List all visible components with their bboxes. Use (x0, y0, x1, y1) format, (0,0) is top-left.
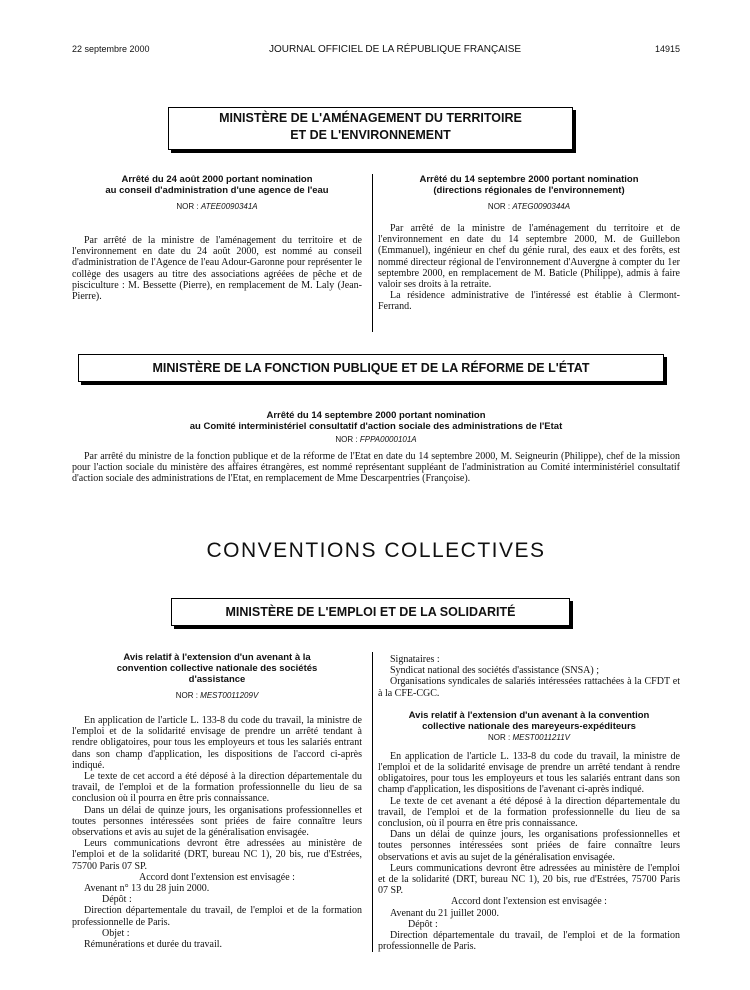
paragraph: Par arrêté de la ministre de l'aménagement du territoire et de l'environnement en date du 24 août 2000, est nommé au conseil d'administration de l'Agence de l'eau Adour-Garonne pour représenter le collège des usagers au titre des associations agréées de pêche et de pisciculture : M. Bessette (Pierre), en remplacement de M. Laly (Jean-Pierre). (72, 235, 362, 303)
ministry-title-amenagement (168, 107, 573, 150)
header-page-number: 14915 (654, 44, 680, 54)
article-title-line3: d'assistance (188, 674, 246, 685)
paragraph: Le texte de cet avenant a été déposé à la direction départementale du travail, de l'emploi et de la formation professionnelle du lieu de sa conclusion, où il pourra en être pris connaissance. (378, 795, 680, 830)
article-title (378, 174, 680, 196)
article-title-line1: Avis relatif à l'extension d'un avenant à la convention (408, 709, 650, 721)
nor-label: NOR : (176, 202, 199, 211)
article-title (72, 410, 680, 432)
article-title-line2: (directions régionales de l'environnement) (433, 185, 625, 196)
article-title-line2: collective nationale des mareyeurs-expéditeurs (422, 720, 636, 732)
paragraph: Direction départementale du travail, de l'emploi et de la formation professionnelle de Paris. (72, 905, 362, 928)
conventions-heading: CONVENTIONS COLLECTIVES (206, 539, 546, 562)
header-journal-title: JOURNAL OFFICIEL DE LA RÉPUBLIQUE FRANÇAISE (268, 44, 522, 55)
paragraph: Par arrêté du ministre de la fonction publique et de la réforme de l'Etat en date du 14 septembre 2000, M. Seigneurin (Philippe), chef de la mission pour l'action sociale du ministère des affaires étrangères, est nommé représentant suppléant de l'administration au Comité interministériel consultatif d'action sociale des administrations de l'Etat, en remplacement de Mme Descarpentries (Françoise). (72, 451, 680, 485)
article-body (72, 235, 362, 302)
article-title-line2: au conseil d'administration d'une agence de l'eau (105, 185, 329, 196)
nor-reference (72, 202, 362, 211)
paragraph: Signataires : (390, 654, 440, 665)
paragraph: Objet : (102, 927, 130, 939)
article-right-col3 (378, 654, 680, 952)
nor-code: ATEG0090344A (512, 202, 571, 211)
paragraph: Leurs communications devront être adressées au ministère de l'emploi et de la solidarité (DRT, bureau NC 1), 20 bis, rue d'Estrées, 75700 Paris 07 SP. (378, 862, 680, 897)
paragraph: En application de l'article L. 133-8 du code du travail, la ministre de l'emploi et de la solidarité envisage de prendre un arrêté tendant à rendre obligatoires, pour tous les employeurs et tous les salariés entrant dans son champ d'application, les dispositions de l'accord ci-après indiqué. (72, 715, 362, 771)
paragraph: Dépôt : (408, 918, 438, 930)
paragraph: Accord dont l'extension est envisagée : (451, 896, 607, 908)
paragraph: Leurs communications devront être adressées au ministère de l'emploi et de la solidarité (DRT, bureau NC 1), 20 bis, rue d'Estrées, 75700 Paris 07 SP. (72, 838, 362, 872)
article-title-line1: Arrêté du 24 août 2000 portant nomination (121, 174, 313, 185)
article-title-line2: convention collective nationale des sociétés (116, 663, 318, 674)
article-title (378, 710, 680, 732)
paragraph: Direction départementale du travail, de l'emploi et de la formation professionnelle de Paris. (378, 930, 680, 953)
ministry-title-text: MINISTÈRE DE L'EMPLOI ET DE LA SOLIDARITÉ (225, 605, 516, 619)
paragraph: Dans un délai de quinze jours, les organisations professionnelles et toutes personnes intéressées sont priées de faire connaître leurs observations et avis au sujet de la généralisation envisagée. (72, 804, 362, 839)
nor-reference (378, 202, 680, 211)
article-body (378, 751, 680, 953)
signatories-block (378, 654, 680, 699)
ministry-title-fonction-publique (78, 354, 664, 382)
nor-code: MEST0011211V (512, 732, 570, 742)
paragraph: La résidence administrative de l'intéressé est établie à Clermont-Ferrand. (378, 290, 680, 313)
paragraph: Rémunérations et durée du travail. (84, 939, 223, 951)
nor-label: NOR : (175, 691, 198, 700)
ministry-title-text: MINISTÈRE DE LA FONCTION PUBLIQUE ET DE LA RÉFORME DE L'ÉTAT (152, 361, 590, 375)
paragraph: Syndicat national des sociétés d'assistance (SNSA) ; (390, 665, 599, 677)
nor-reference (72, 435, 680, 444)
article-title-line1: Avis relatif à l'extension d'un avenant à la (123, 652, 311, 663)
paragraph: Dans un délai de quinze jours, les organisations professionnelles et toutes personnes intéressées sont priées de faire connaître leurs observations et avis au sujet de la généralisation envisagée. (378, 829, 680, 863)
article-right-col1 (378, 174, 680, 313)
nor-label: NOR : (335, 435, 358, 444)
paragraph: Dépôt : (102, 894, 132, 906)
paragraph: Avenant n° 13 du 28 juin 2000. (84, 883, 210, 895)
paragraph: Organisations syndicales de salariés intéressées rattachées à la CFDT et à la CFE-CGC. (378, 676, 680, 699)
article-left-col1 (72, 174, 362, 302)
nor-code: MEST0011209V (200, 691, 259, 700)
article-title (72, 174, 362, 196)
nor-code: FPPA0000101A (359, 435, 417, 444)
paragraph: Accord dont l'extension est envisagée : (139, 871, 295, 883)
paragraph: Par arrêté de la ministre de l'aménagement du territoire et de l'environnement en date du 14 septembre 2000, M. de Guillebon (Emmanuel), ingénieur en chef du génie rural, des eaux et des forêts, est nommé directeur régional de l'environnement d'Auvergne à compter du 1er septembre 2000, en remplacement de M. Baticle (Philippe), admis à faire valoir ses droits à la retraite. (378, 223, 680, 291)
paragraph: Le texte de cet accord a été déposé à la direction départementale du travail, de l'emploi et de la formation professionnelle du lieu de sa conclusion où il pourra en être pris connaissance. (72, 771, 362, 805)
nor-label: NOR : (487, 202, 511, 211)
ministry-title-line1: MINISTÈRE DE L'AMÉNAGEMENT DU TERRITOIRE (219, 111, 522, 125)
column-divider (372, 174, 373, 332)
article-title-line1: Arrêté du 14 septembre 2000 portant nomination (419, 174, 639, 185)
article-body (72, 451, 680, 485)
ministry-title-line2: ET DE L'ENVIRONNEMENT (290, 128, 451, 142)
paragraph: Avenant du 21 juillet 2000. (390, 907, 499, 919)
article-fonction-publique (72, 410, 680, 485)
nor-reference (378, 733, 680, 742)
nor-reference (72, 691, 362, 700)
article-title-line2: au Comité interministériel consultatif d'action sociale des administrations de l'Etat (189, 421, 563, 432)
article-title-line1: Arrêté du 14 septembre 2000 portant nomination (266, 410, 486, 421)
nor-code: ATEE0090341A (200, 202, 258, 211)
paragraph: En application de l'article L. 133-8 du code du travail, la ministre de l'emploi et de la solidarité envisage de prendre un arrêté tendant à rendre obligatoires, pour tous les employeurs et tous les salariés entrant dans son champ d'application, les dispositions de l'avenant ci-après indiqué. (378, 750, 680, 796)
article-body (72, 715, 362, 950)
article-left-col3 (72, 652, 362, 950)
ministry-title-emploi (171, 598, 570, 626)
article-title (72, 652, 362, 685)
article-body (378, 223, 680, 313)
nor-label: NOR : (488, 732, 511, 742)
column-divider (372, 652, 373, 952)
header-date: 22 septembre 2000 (72, 44, 150, 54)
